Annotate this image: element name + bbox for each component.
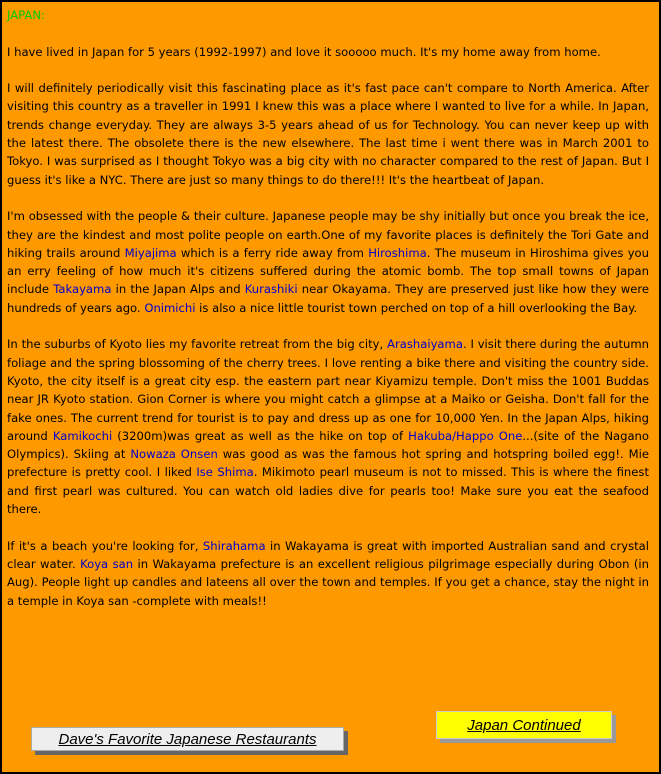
text: in the Japan Alps and bbox=[111, 282, 245, 297]
link-hakuba[interactable]: Hakuba/Happo One bbox=[408, 428, 523, 443]
link-ise-shima[interactable]: Ise Shima bbox=[196, 465, 254, 480]
link-kurashiki[interactable]: Kurashiki bbox=[244, 282, 298, 297]
text: is also a nice little tourist town perched on top of a hill overlooking the Bay. bbox=[195, 300, 638, 315]
text: in Wakayama prefecture is an excellent religious pilgrimage especially during Obon (in Aug). People light up candles and lateens all over the town and temples. If you get a chance, stay the night in a temple in Koya san -complete with meals!! bbox=[7, 556, 649, 608]
link-miyajima[interactable]: Miyajima bbox=[124, 245, 177, 260]
favorite-restaurants-button[interactable]: Dave's Favorite Japanese Restaurants bbox=[31, 727, 344, 751]
link-takayama[interactable]: Takayama bbox=[53, 282, 112, 297]
text: near Okayama. They are preserved just like how they were hundreds of years ago. bbox=[7, 282, 649, 315]
paragraph-kyoto bbox=[7, 335, 649, 518]
link-kamikochi[interactable]: Kamikochi bbox=[52, 428, 113, 443]
text: was good as was the famous hot spring and hotspring boiled egg!. Mie prefecture is pretty cool. I liked bbox=[7, 447, 649, 480]
link-arashaiyama[interactable]: Arashaiyama bbox=[387, 337, 463, 352]
japan-continued-button[interactable]: Japan Continued bbox=[436, 711, 612, 739]
text: . Mikimoto pearl museum is not to missed. This is where the finest and first pearl was cultured. You can watch old ladies dive for pearls too! Make sure you eat the seafood there. bbox=[7, 465, 649, 517]
link-shirahama[interactable]: Shirahama bbox=[202, 538, 266, 553]
paragraph-beach bbox=[7, 537, 649, 610]
link-hiroshima[interactable]: Hiroshima bbox=[368, 245, 427, 260]
paragraph-culture bbox=[7, 207, 649, 317]
article bbox=[7, 6, 649, 628]
text: in Wakayama is great with imported Australian sand and crystal clear water. bbox=[7, 538, 649, 571]
text: ...(site of the Nagano Olympics). Skiing at bbox=[7, 428, 650, 462]
text: I'm obsessed with the people & their culture. Japanese people may be shy initially but once you break the ice, they are the kindest and most polite people on earth.One of my favorite places is definitely the Tori Gate and hiking trails around bbox=[7, 209, 649, 260]
text: (3200m)was great as well as the hike on top of bbox=[112, 428, 409, 443]
paragraph-visit: I will definitely periodically visit this fascinating place as it's fast pace can't compare to North America. After visiting this country as a traveller in 1991 I knew this was a place where I wanted to live for a while. In Japan, trends change everyday. They are always 3-5 years ahead of us for Technology. You can never keep up with the latest there. The obsolete there is the new elsewhere. The last time i went there was in March 2001 to Tokyo. I was surprised as I thought Tokyo was a big city with no character compared to the rest of Japan. But I guess it's like a NYC. There are just so many things to do there!!! It's the heartbeat of Japan. bbox=[7, 81, 649, 187]
text: which is a ferry ride away from bbox=[176, 245, 369, 260]
text: In the suburbs of Kyoto lies my favorite retreat from the big city, bbox=[7, 337, 388, 352]
link-nowaza-onsen[interactable]: Nowaza Onsen bbox=[130, 447, 218, 462]
link-onimichi[interactable]: Onimichi bbox=[144, 300, 196, 315]
text: . The museum in Hiroshima gives you an erry feeling of how much it's citizens suffered during the atomic bomb. The top small towns of Japan include bbox=[7, 245, 649, 297]
link-koya-san[interactable]: Koya san bbox=[80, 556, 134, 571]
paragraph-intro: I have lived in Japan for 5 years (1992-1997) and love it sooooo much. It's my home away from home. bbox=[7, 44, 601, 59]
text: If it's a beach you're looking for, bbox=[7, 538, 203, 553]
page-title: JAPAN: bbox=[7, 8, 45, 22]
text: . I visit there during the autumn foliage and the spring blossoming of the cherry trees. I love renting a bike there and visiting the country side. Kyoto, the city itself is a great city esp. the eastern part near Kiyamizu temple. Don't miss the 1001 Buddas near JR Kyoto station. Gion Corner is where you might catch a glimpse at a Maiko or Geisha. Don't fall for the fake ones. The current trend for tourist is to pay and dress up as one for 10,000 Yen. In the Japan Alps, hiking around bbox=[7, 337, 649, 443]
